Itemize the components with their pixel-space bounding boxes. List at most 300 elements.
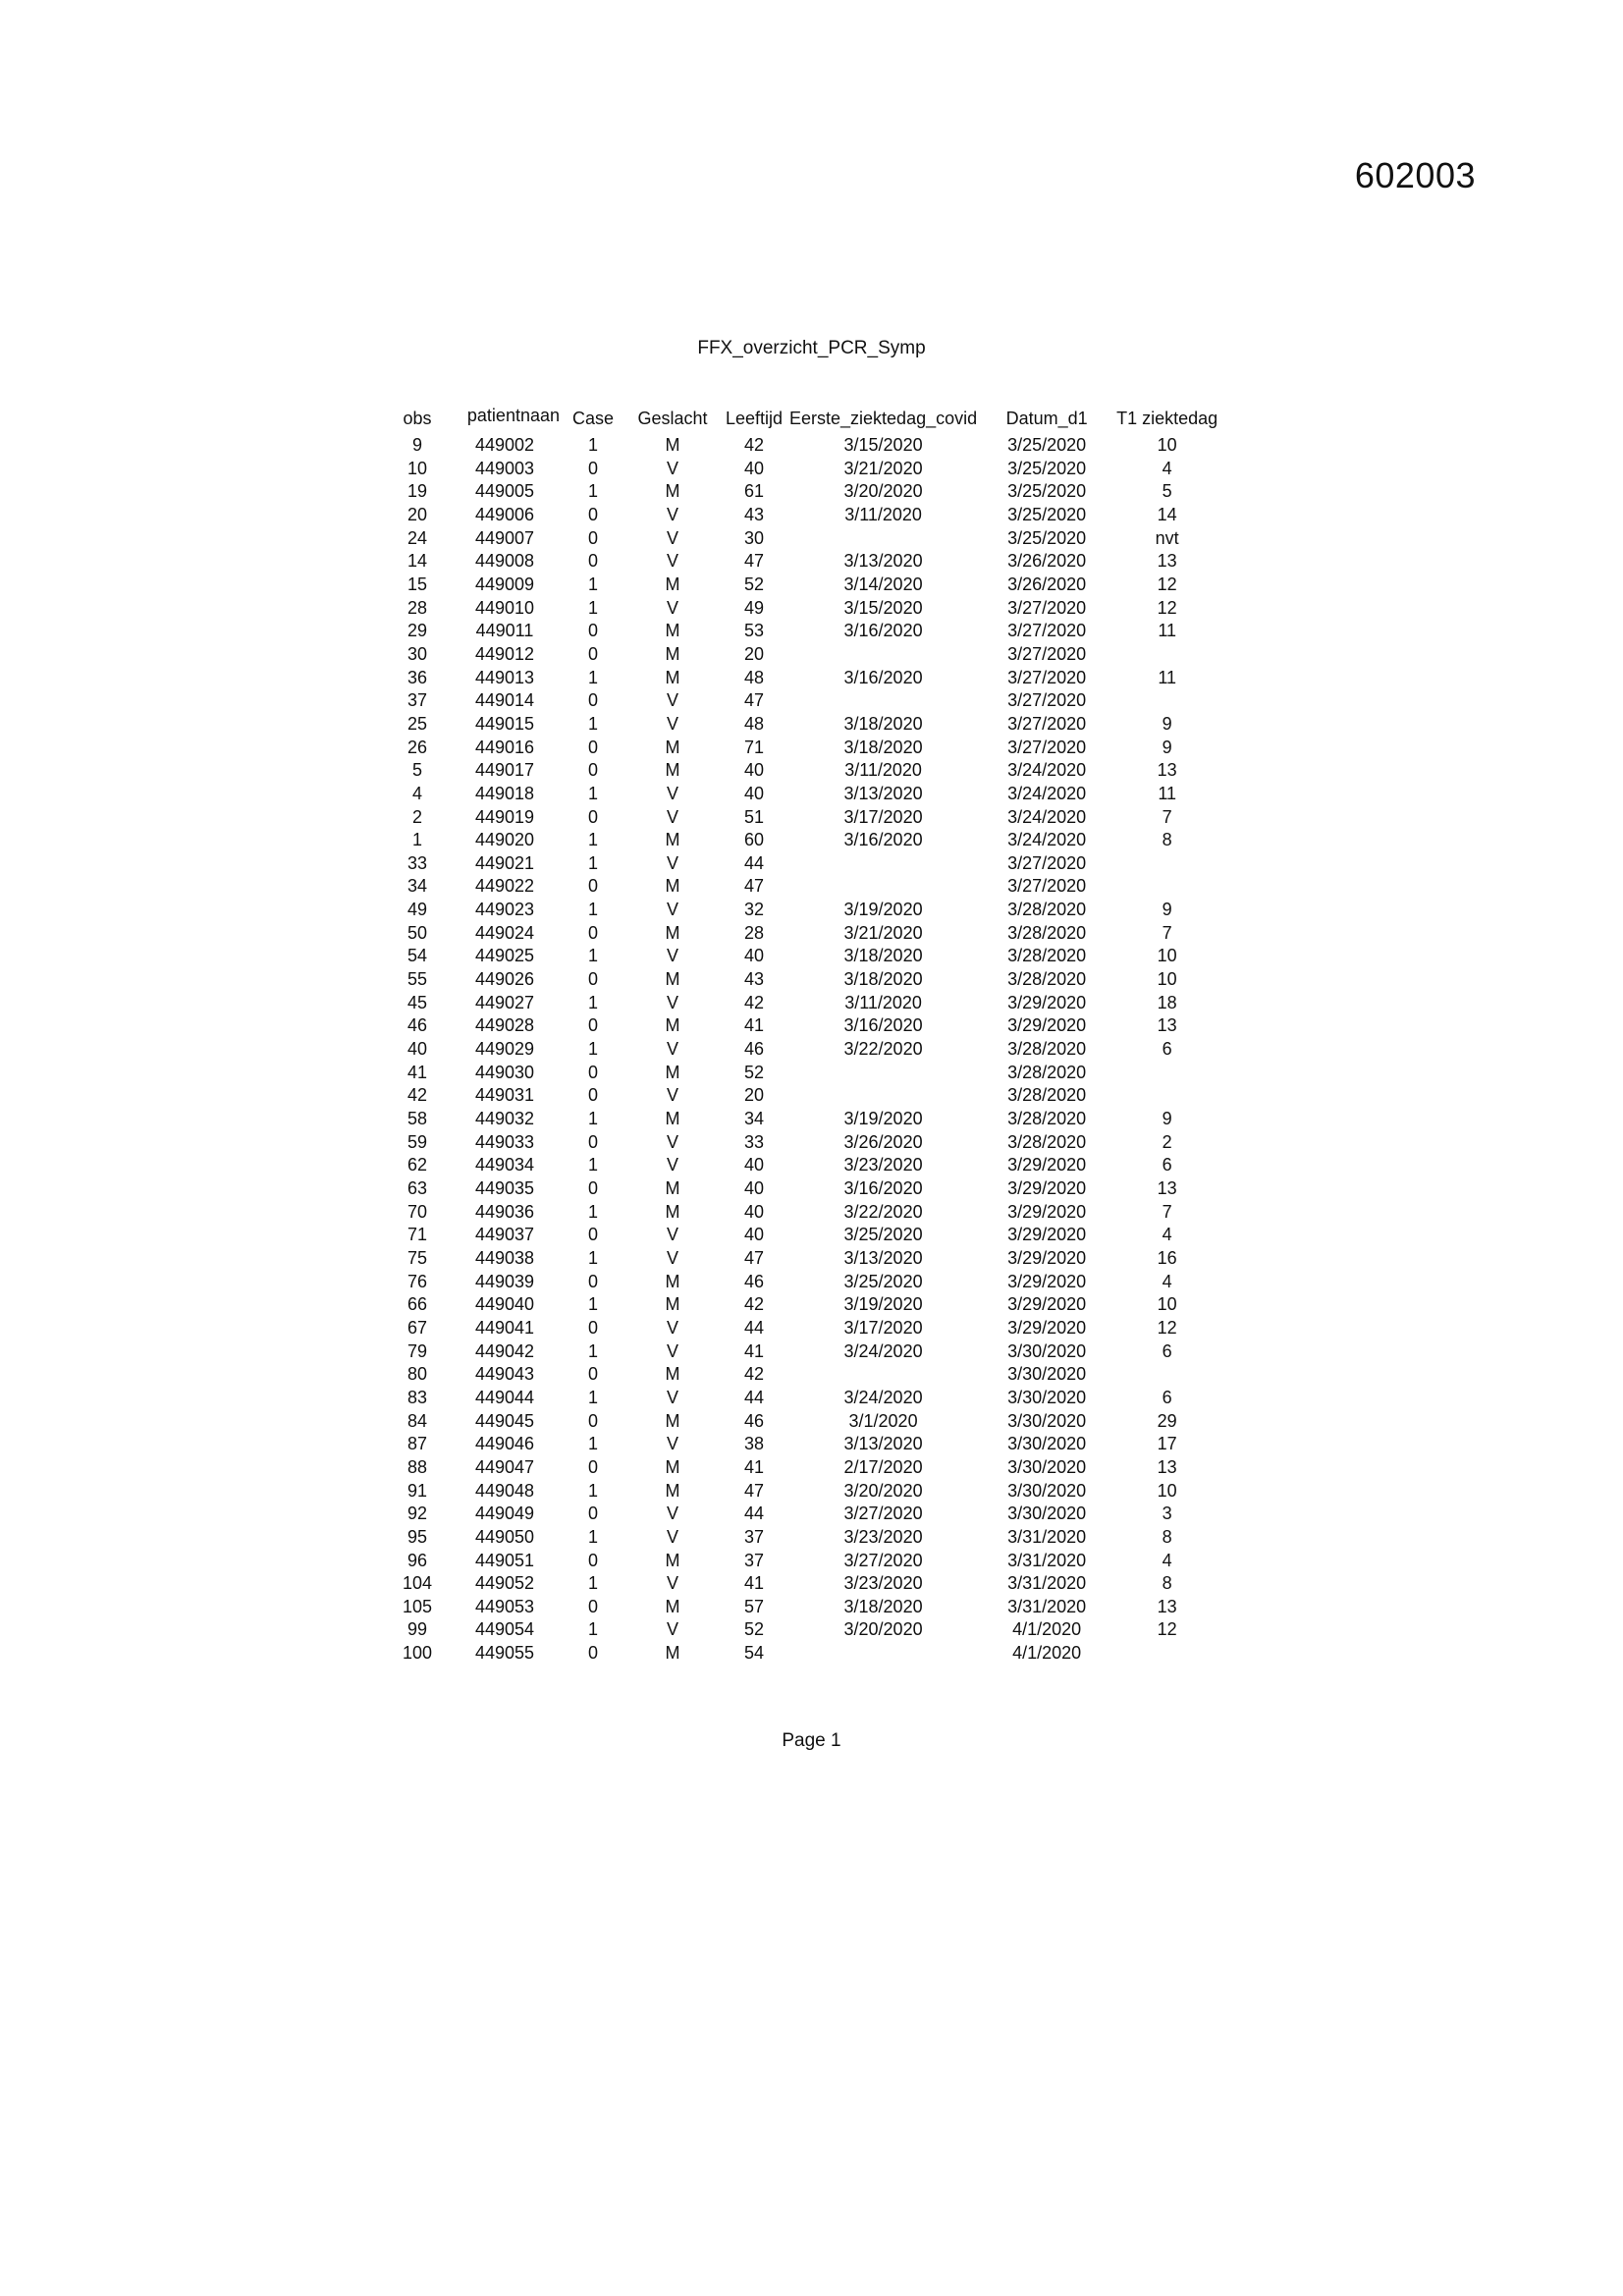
cell-datum-d1: 3/26/2020	[1007, 574, 1087, 594]
cell-datum-d1: 3/27/2020	[1007, 713, 1087, 734]
cell-t1-ziektedag: 9	[1162, 900, 1172, 920]
cell-case: 1	[587, 1201, 598, 1222]
cell-case: 0	[587, 876, 598, 897]
table-row	[385, 783, 1217, 806]
cell-datum-d1: 3/30/2020	[1007, 1503, 1087, 1524]
cell-eerste-ziektedag	[789, 643, 977, 667]
cell-datum-d1: 3/29/2020	[1007, 1155, 1087, 1175]
cell-leeftijd: 20	[743, 1085, 765, 1106]
cell-leeftijd: 41	[743, 1456, 765, 1477]
cell-obs: 92	[406, 1503, 428, 1524]
cell-obs: 55	[406, 969, 428, 990]
cell-eerste-ziektedag: 3/18/2020	[843, 1596, 923, 1616]
cell-leeftijd: 47	[743, 551, 765, 572]
table-row	[385, 875, 1217, 899]
cell-case: 1	[587, 667, 598, 687]
cell-patient-id: 449044	[474, 1387, 535, 1407]
cell-leeftijd: 32	[743, 900, 765, 920]
cell-geslacht: V	[666, 1085, 678, 1106]
cell-patient-id: 449034	[474, 1155, 535, 1175]
cell-geslacht: M	[665, 1109, 680, 1129]
cell-case: 1	[587, 481, 598, 502]
cell-leeftijd: 43	[743, 504, 765, 524]
cell-obs: 95	[406, 1526, 428, 1547]
cell-datum-d1: 3/28/2020	[1007, 1109, 1087, 1129]
cell-geslacht: M	[665, 1062, 680, 1082]
cell-datum-d1: 3/28/2020	[1007, 1039, 1087, 1060]
cell-case: 0	[587, 527, 598, 548]
table-row	[385, 1014, 1217, 1038]
cell-case: 0	[587, 1317, 598, 1338]
cell-t1-ziektedag: 10	[1157, 946, 1177, 966]
cell-eerste-ziektedag: 3/15/2020	[843, 597, 923, 618]
cell-geslacht: V	[666, 1131, 678, 1152]
cell-case: 0	[587, 760, 598, 781]
cell-leeftijd: 40	[743, 458, 765, 478]
table-row	[385, 1456, 1217, 1480]
cell-case: 1	[587, 1247, 598, 1268]
cell-datum-d1: 3/30/2020	[1007, 1364, 1087, 1385]
cell-leeftijd: 46	[743, 1271, 765, 1291]
cell-patient-id: 449013	[474, 667, 535, 687]
cell-datum-d1: 3/30/2020	[1007, 1480, 1087, 1501]
table-row	[385, 1131, 1217, 1155]
cell-case: 0	[587, 1364, 598, 1385]
cell-obs: 33	[406, 852, 428, 873]
cell-t1-ziektedag: 9	[1162, 1109, 1172, 1129]
cell-patient-id: 449020	[474, 830, 535, 850]
table-row	[385, 1108, 1217, 1131]
cell-t1-ziektedag: 8	[1162, 1526, 1172, 1547]
cell-geslacht: V	[666, 597, 678, 618]
cell-datum-d1: 3/31/2020	[1007, 1550, 1087, 1570]
table-row	[385, 434, 1217, 458]
cell-leeftijd: 40	[743, 1155, 765, 1175]
cell-patient-id: 449017	[474, 760, 535, 781]
cell-t1-ziektedag: 9	[1162, 713, 1172, 734]
table-row	[385, 1340, 1217, 1364]
table-row	[385, 689, 1217, 713]
cell-eerste-ziektedag	[789, 875, 977, 899]
column-header-eerste-ziektedag: Eerste_ziektedag_covid	[789, 408, 978, 428]
cell-eerste-ziektedag: 3/1/2020	[848, 1410, 918, 1431]
cell-leeftijd: 52	[743, 574, 765, 594]
cell-t1-ziektedag: 8	[1162, 1573, 1172, 1594]
cell-datum-d1: 3/28/2020	[1007, 1131, 1087, 1152]
cell-patient-id: 449010	[474, 597, 535, 618]
cell-case: 0	[587, 690, 598, 711]
cell-datum-d1: 3/30/2020	[1007, 1434, 1087, 1454]
cell-eerste-ziektedag: 3/22/2020	[843, 1039, 923, 1060]
data-table	[385, 403, 1217, 1666]
cell-obs: 75	[406, 1247, 428, 1268]
cell-t1-ziektedag: 11	[1158, 783, 1176, 803]
cell-t1-ziektedag: 3	[1162, 1503, 1172, 1524]
cell-obs: 28	[406, 597, 428, 618]
cell-patient-id: 449036	[474, 1201, 535, 1222]
column-header-datum-d1: Datum_d1	[1005, 408, 1088, 428]
cell-leeftijd: 46	[743, 1039, 765, 1060]
cell-obs: 25	[406, 713, 428, 734]
cell-obs: 99	[406, 1619, 428, 1640]
cell-datum-d1: 3/27/2020	[1007, 876, 1087, 897]
table-body	[385, 434, 1217, 1666]
cell-patient-id: 449035	[474, 1178, 535, 1198]
cell-eerste-ziektedag: 3/20/2020	[843, 481, 923, 502]
table-row	[385, 1642, 1217, 1666]
cell-geslacht: M	[665, 1364, 680, 1385]
cell-t1-ziektedag: 13	[1157, 1596, 1177, 1616]
cell-leeftijd: 53	[743, 621, 765, 641]
cell-t1-ziektedag: 16	[1157, 1247, 1177, 1268]
cell-leeftijd: 48	[743, 667, 765, 687]
cell-case: 0	[587, 1062, 598, 1082]
cell-case: 1	[587, 1619, 598, 1640]
cell-case: 0	[587, 1550, 598, 1570]
cell-case: 0	[587, 1643, 598, 1664]
cell-t1-ziektedag: 12	[1157, 574, 1177, 594]
cell-geslacht: V	[666, 852, 678, 873]
cell-geslacht: V	[666, 1340, 678, 1361]
cell-leeftijd: 51	[743, 806, 765, 827]
cell-t1-ziektedag: 4	[1162, 1225, 1172, 1245]
cell-t1-ziektedag: 17	[1157, 1434, 1177, 1454]
cell-t1-ziektedag: 12	[1157, 1619, 1177, 1640]
cell-case: 1	[587, 1155, 598, 1175]
cell-geslacht: M	[665, 667, 680, 687]
cell-geslacht: V	[666, 713, 678, 734]
cell-geslacht: M	[665, 1456, 680, 1477]
cell-t1-ziektedag	[1116, 1062, 1217, 1085]
table-row	[385, 899, 1217, 922]
cell-datum-d1: 3/27/2020	[1007, 852, 1087, 873]
cell-obs: 54	[406, 946, 428, 966]
cell-obs: 45	[406, 992, 428, 1012]
cell-case: 1	[587, 852, 598, 873]
cell-datum-d1: 3/25/2020	[1007, 435, 1087, 455]
cell-geslacht: V	[666, 1573, 678, 1594]
table-row	[385, 1433, 1217, 1456]
cell-geslacht: M	[665, 574, 680, 594]
cell-obs: 105	[402, 1596, 433, 1616]
cell-geslacht: V	[666, 690, 678, 711]
cell-geslacht: M	[665, 1596, 680, 1616]
table-row	[385, 1177, 1217, 1201]
cell-geslacht: M	[665, 1643, 680, 1664]
cell-patient-id: 449026	[474, 969, 535, 990]
cell-obs: 71	[406, 1225, 428, 1245]
cell-datum-d1: 4/1/2020	[1012, 1619, 1082, 1640]
cell-t1-ziektedag: 13	[1157, 760, 1177, 781]
cell-eerste-ziektedag: 3/27/2020	[843, 1503, 923, 1524]
cell-geslacht: V	[666, 527, 678, 548]
cell-case: 1	[587, 1109, 598, 1129]
cell-eerste-ziektedag: 3/17/2020	[843, 1317, 923, 1338]
cell-eerste-ziektedag: 3/16/2020	[843, 667, 923, 687]
cell-patient-id: 449029	[474, 1039, 535, 1060]
cell-obs: 36	[406, 667, 428, 687]
table-row	[385, 829, 1217, 852]
cell-patient-id: 449018	[474, 783, 535, 803]
cell-geslacht: V	[666, 1247, 678, 1268]
cell-t1-ziektedag: 8	[1162, 830, 1172, 850]
cell-leeftijd: 47	[743, 1480, 765, 1501]
cell-t1-ziektedag	[1116, 1084, 1217, 1108]
cell-leeftijd: 44	[743, 852, 765, 873]
document-number: 602003	[1354, 155, 1476, 195]
cell-eerste-ziektedag: 3/18/2020	[843, 969, 923, 990]
cell-case: 0	[587, 1596, 598, 1616]
table-row	[385, 1363, 1217, 1387]
cell-leeftijd: 41	[743, 1573, 765, 1594]
cell-leeftijd: 42	[743, 1364, 765, 1385]
cell-datum-d1: 3/24/2020	[1007, 783, 1087, 803]
cell-leeftijd: 52	[743, 1619, 765, 1640]
cell-geslacht: M	[665, 643, 680, 664]
table-row	[385, 480, 1217, 504]
cell-case: 1	[587, 713, 598, 734]
cell-eerste-ziektedag: 3/19/2020	[843, 1294, 923, 1315]
cell-t1-ziektedag: 6	[1162, 1155, 1172, 1175]
cell-patient-id: 449027	[474, 992, 535, 1012]
cell-patient-id: 449011	[475, 621, 534, 641]
cell-leeftijd: 40	[743, 946, 765, 966]
cell-patient-id: 449007	[474, 527, 535, 548]
cell-obs: 63	[406, 1178, 428, 1198]
column-header-leeftijd: Leeftijd	[725, 408, 784, 428]
table-row	[385, 968, 1217, 992]
cell-obs: 34	[406, 876, 428, 897]
table-row	[385, 574, 1217, 597]
cell-obs: 41	[406, 1062, 428, 1082]
cell-t1-ziektedag: 12	[1157, 597, 1177, 618]
table-row	[385, 597, 1217, 621]
cell-case: 1	[587, 597, 598, 618]
cell-eerste-ziektedag: 3/23/2020	[843, 1155, 923, 1175]
cell-geslacht: M	[665, 1550, 680, 1570]
page-footer: Page 1	[782, 1730, 841, 1751]
cell-obs: 10	[406, 458, 428, 478]
cell-t1-ziektedag: 5	[1162, 481, 1172, 502]
cell-t1-ziektedag	[1116, 852, 1217, 876]
cell-leeftijd: 41	[743, 1015, 765, 1036]
cell-t1-ziektedag: 4	[1162, 1271, 1172, 1291]
table-row	[385, 1247, 1217, 1271]
cell-leeftijd: 20	[743, 643, 765, 664]
cell-obs: 1	[411, 830, 422, 850]
cell-datum-d1: 3/29/2020	[1007, 992, 1087, 1012]
cell-datum-d1: 3/27/2020	[1007, 597, 1087, 618]
cell-datum-d1: 3/30/2020	[1007, 1456, 1087, 1477]
cell-eerste-ziektedag: 3/11/2020	[844, 760, 922, 781]
cell-leeftijd: 47	[743, 1247, 765, 1268]
cell-obs: 24	[406, 527, 428, 548]
cell-case: 1	[587, 900, 598, 920]
cell-patient-id: 449052	[474, 1573, 535, 1594]
cell-datum-d1: 3/27/2020	[1007, 690, 1087, 711]
cell-obs: 79	[406, 1340, 428, 1361]
cell-datum-d1: 3/29/2020	[1007, 1178, 1087, 1198]
cell-datum-d1: 3/29/2020	[1007, 1201, 1087, 1222]
cell-eerste-ziektedag: 2/17/2020	[843, 1456, 923, 1477]
document-title: FFX_overzicht_PCR_Symp	[697, 338, 926, 358]
cell-t1-ziektedag: 6	[1162, 1387, 1172, 1407]
cell-leeftijd: 48	[743, 713, 765, 734]
cell-case: 0	[587, 1225, 598, 1245]
table-row	[385, 1293, 1217, 1317]
cell-eerste-ziektedag	[789, 852, 977, 876]
cell-patient-id: 449030	[474, 1062, 535, 1082]
cell-obs: 50	[406, 922, 428, 943]
table-row	[385, 1596, 1217, 1619]
cell-eerste-ziektedag: 3/16/2020	[843, 1015, 923, 1036]
cell-obs: 46	[406, 1015, 428, 1036]
cell-eerste-ziektedag: 3/18/2020	[843, 946, 923, 966]
cell-leeftijd: 43	[743, 969, 765, 990]
cell-leeftijd: 42	[743, 992, 765, 1012]
cell-geslacht: V	[666, 1155, 678, 1175]
cell-case: 0	[587, 1503, 598, 1524]
cell-t1-ziektedag	[1116, 689, 1217, 713]
cell-t1-ziektedag: 4	[1162, 458, 1172, 478]
table-row	[385, 852, 1217, 876]
cell-eerste-ziektedag: 3/18/2020	[843, 737, 923, 757]
cell-geslacht: M	[665, 760, 680, 781]
cell-patient-id: 449033	[474, 1131, 535, 1152]
cell-eerste-ziektedag	[789, 527, 977, 551]
cell-leeftijd: 44	[743, 1503, 765, 1524]
cell-obs: 83	[406, 1387, 428, 1407]
cell-datum-d1: 3/30/2020	[1007, 1340, 1087, 1361]
cell-leeftijd: 38	[743, 1434, 765, 1454]
cell-obs: 15	[406, 574, 428, 594]
cell-case: 0	[587, 806, 598, 827]
cell-eerste-ziektedag: 3/20/2020	[843, 1480, 923, 1501]
table-row	[385, 1550, 1217, 1573]
cell-patient-id: 449055	[474, 1643, 535, 1664]
cell-t1-ziektedag: 9	[1162, 737, 1172, 757]
table-row	[385, 1271, 1217, 1294]
cell-geslacht: V	[666, 1503, 678, 1524]
cell-geslacht: M	[665, 830, 680, 850]
table-row	[385, 1154, 1217, 1177]
cell-leeftijd: 40	[743, 760, 765, 781]
table-row	[385, 1410, 1217, 1434]
cell-leeftijd: 54	[743, 1643, 765, 1664]
cell-leeftijd: 44	[743, 1387, 765, 1407]
table-row	[385, 992, 1217, 1015]
cell-obs: 29	[406, 621, 428, 641]
table-row	[385, 527, 1217, 551]
cell-leeftijd: 46	[743, 1410, 765, 1431]
cell-t1-ziektedag: 11	[1158, 621, 1176, 641]
cell-eerste-ziektedag: 3/16/2020	[843, 1178, 923, 1198]
cell-t1-ziektedag: 14	[1157, 504, 1177, 524]
cell-eerste-ziektedag: 3/22/2020	[843, 1201, 923, 1222]
column-header-geslacht: Geslacht	[637, 408, 708, 428]
cell-geslacht: V	[666, 1387, 678, 1407]
cell-patient-id: 449009	[474, 574, 535, 594]
cell-geslacht: M	[665, 1480, 680, 1501]
cell-patient-id: 449048	[474, 1480, 535, 1501]
cell-eerste-ziektedag: 3/27/2020	[843, 1550, 923, 1570]
cell-leeftijd: 40	[743, 1178, 765, 1198]
cell-geslacht: M	[665, 481, 680, 502]
cell-datum-d1: 3/30/2020	[1007, 1387, 1087, 1407]
cell-obs: 40	[406, 1039, 428, 1060]
cell-eerste-ziektedag: 3/11/2020	[844, 992, 922, 1012]
cell-geslacht: V	[666, 458, 678, 478]
cell-leeftijd: 37	[743, 1526, 765, 1547]
cell-case: 0	[587, 969, 598, 990]
cell-t1-ziektedag: 11	[1158, 667, 1176, 687]
cell-obs: 4	[411, 783, 422, 803]
cell-leeftijd: 42	[743, 1294, 765, 1315]
cell-geslacht: M	[665, 1015, 680, 1036]
cell-t1-ziektedag: 6	[1162, 1340, 1172, 1361]
cell-datum-d1: 3/27/2020	[1007, 621, 1087, 641]
cell-t1-ziektedag: 10	[1157, 1480, 1177, 1501]
cell-t1-ziektedag: 6	[1162, 1039, 1172, 1060]
cell-t1-ziektedag: 10	[1157, 969, 1177, 990]
cell-datum-d1: 3/29/2020	[1007, 1247, 1087, 1268]
cell-obs: 91	[406, 1480, 428, 1501]
table-row	[385, 458, 1217, 481]
cell-patient-id: 449006	[474, 504, 535, 524]
cell-t1-ziektedag: 10	[1157, 435, 1177, 455]
cell-eerste-ziektedag: 3/18/2020	[843, 713, 923, 734]
cell-case: 0	[587, 1456, 598, 1477]
cell-obs: 30	[406, 643, 428, 664]
cell-obs: 42	[406, 1085, 428, 1106]
cell-datum-d1: 3/31/2020	[1007, 1596, 1087, 1616]
cell-geslacht: V	[666, 504, 678, 524]
cell-t1-ziektedag	[1116, 875, 1217, 899]
cell-leeftijd: 47	[743, 876, 765, 897]
cell-t1-ziektedag: 18	[1157, 992, 1177, 1012]
cell-case: 0	[587, 551, 598, 572]
cell-geslacht: M	[665, 969, 680, 990]
cell-patient-id: 449014	[474, 690, 535, 711]
cell-geslacht: M	[665, 876, 680, 897]
table-row	[385, 759, 1217, 783]
cell-case: 1	[587, 1340, 598, 1361]
cell-geslacht: V	[666, 806, 678, 827]
table-row	[385, 620, 1217, 643]
cell-patient-id: 449054	[474, 1619, 535, 1640]
cell-eerste-ziektedag: 3/16/2020	[843, 621, 923, 641]
cell-geslacht: M	[665, 1410, 680, 1431]
cell-case: 1	[587, 1387, 598, 1407]
cell-geslacht: M	[665, 621, 680, 641]
cell-datum-d1: 3/29/2020	[1007, 1317, 1087, 1338]
cell-t1-ziektedag	[1116, 1363, 1217, 1387]
cell-t1-ziektedag: 13	[1157, 1456, 1177, 1477]
cell-leeftijd: 57	[743, 1596, 765, 1616]
cell-datum-d1: 3/27/2020	[1007, 667, 1087, 687]
table-row	[385, 643, 1217, 667]
cell-patient-id: 449024	[474, 922, 535, 943]
cell-patient-id: 449002	[474, 435, 535, 455]
cell-case: 1	[587, 1039, 598, 1060]
cell-obs: 84	[406, 1410, 428, 1431]
cell-case: 1	[587, 830, 598, 850]
cell-case: 1	[587, 1526, 598, 1547]
cell-geslacht: V	[666, 1526, 678, 1547]
cell-leeftijd: 44	[743, 1317, 765, 1338]
table-row	[385, 1618, 1217, 1642]
table-row	[385, 1062, 1217, 1085]
